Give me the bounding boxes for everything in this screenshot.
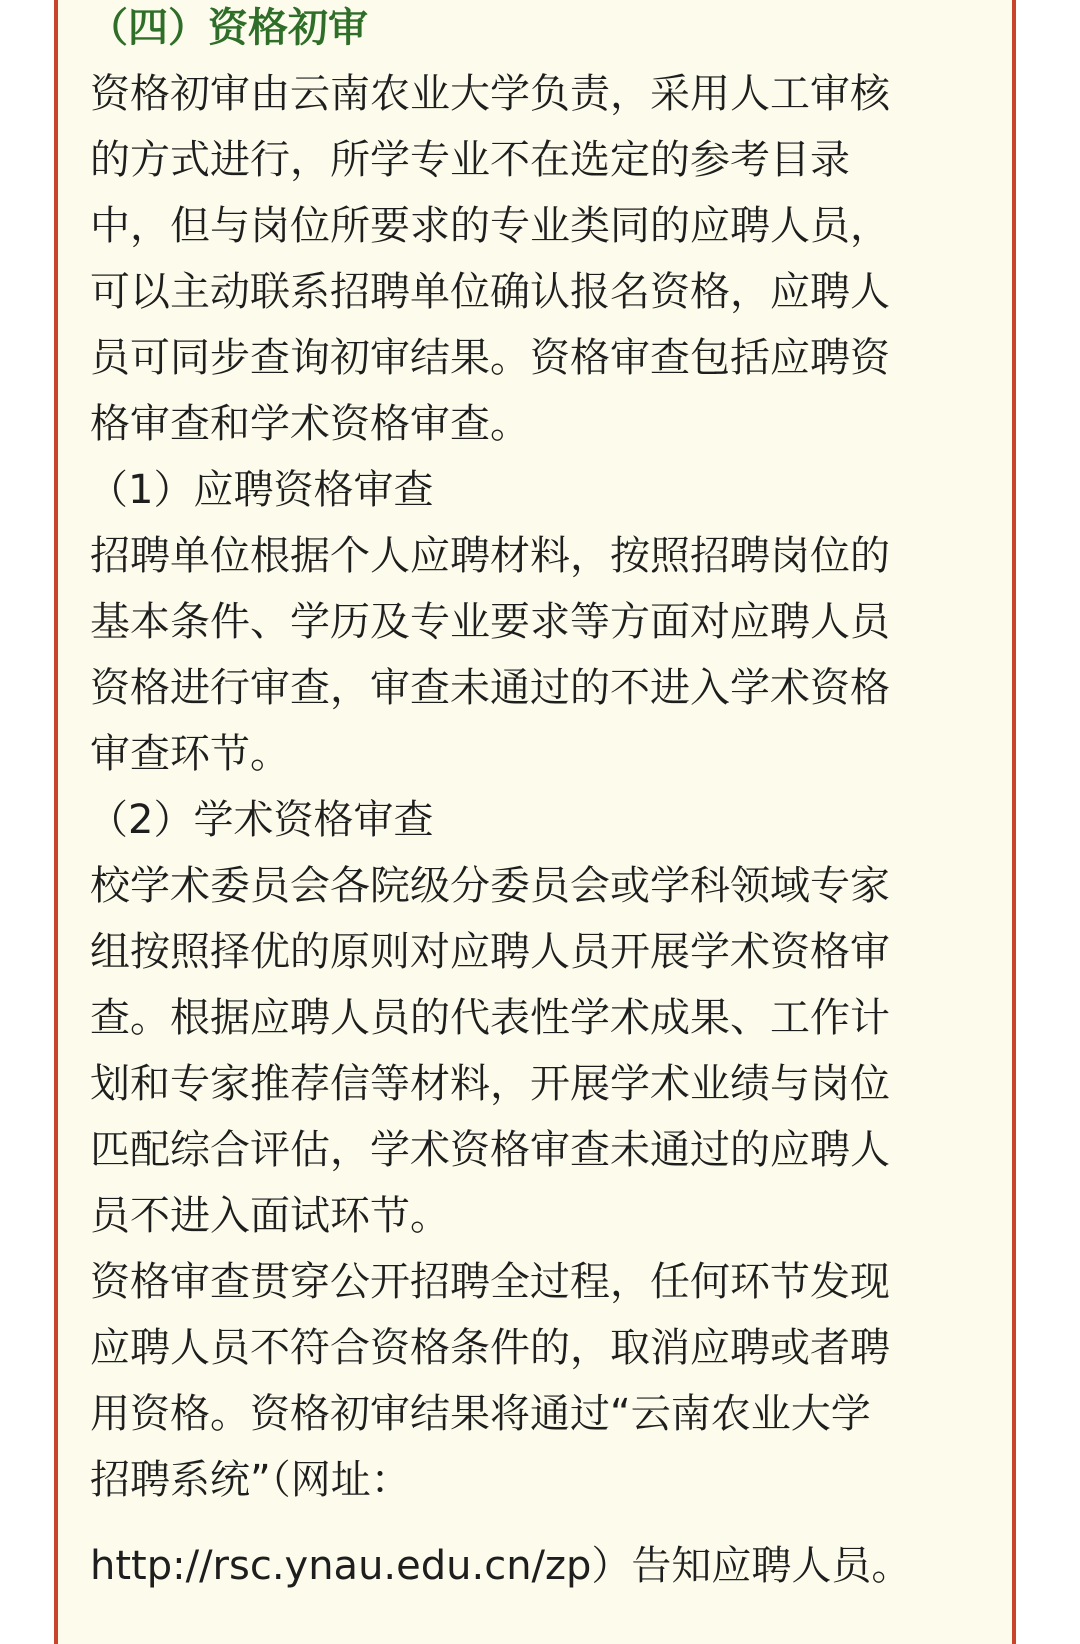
paragraph-line: 资格进行审查，审查未通过的不进入学术资格 bbox=[90, 665, 890, 711]
paragraph-line: 查。根据应聘人员的代表性学术成果、工作计 bbox=[90, 995, 890, 1041]
paragraph-line: 校学术委员会各院级分委员会或学科领域专家 bbox=[90, 863, 890, 909]
paragraph-line: 资格审查贯穿公开招聘全过程，任何环节发现 bbox=[90, 1259, 890, 1305]
paragraph-line: 应聘人员不符合资格条件的，取消应聘或者聘 bbox=[90, 1325, 890, 1371]
subsection-title: （1）应聘资格审查 bbox=[88, 467, 434, 513]
paragraph-line: 招聘单位根据个人应聘材料，按照招聘岗位的 bbox=[90, 533, 890, 579]
paragraph-line: 组按照择优的原则对应聘人员开展学术资格审 bbox=[90, 929, 890, 975]
paragraph-line: 审查环节。 bbox=[90, 731, 290, 777]
paragraph-line: 用资格。资格初审结果将通过“云南农业大学 bbox=[90, 1391, 871, 1437]
paragraph-line: 划和专家推荐信等材料，开展学术业绩与岗位 bbox=[90, 1061, 890, 1107]
url-line: http://rsc.ynau.edu.cn/zp）告知应聘人员。 bbox=[90, 1543, 912, 1589]
paragraph-line: 格审查和学术资格审查。 bbox=[90, 401, 530, 447]
paragraph-line: 招聘系统”（网址： bbox=[90, 1457, 411, 1503]
paragraph-line: 可以主动联系招聘单位确认报名资格，应聘人 bbox=[90, 269, 890, 315]
paragraph-line: 中，但与岗位所要求的专业类同的应聘人员， bbox=[90, 203, 890, 249]
paragraph-line: 的方式进行，所学专业不在选定的参考目录 bbox=[90, 137, 850, 183]
paragraph-line: 基本条件、学历及专业要求等方面对应聘人员 bbox=[90, 599, 890, 645]
paragraph-line: 资格初审由云南农业大学负责，采用人工审核 bbox=[90, 71, 890, 117]
paragraph-line: 员不进入面试环节。 bbox=[90, 1193, 450, 1239]
section-heading: （四）资格初审 bbox=[88, 5, 368, 51]
paragraph-line: 员可同步查询初审结果。资格审查包括应聘资 bbox=[90, 335, 890, 381]
paragraph-line: 匹配综合评估，学术资格审查未通过的应聘人 bbox=[90, 1127, 890, 1173]
subsection-title: （2）学术资格审查 bbox=[88, 797, 434, 843]
